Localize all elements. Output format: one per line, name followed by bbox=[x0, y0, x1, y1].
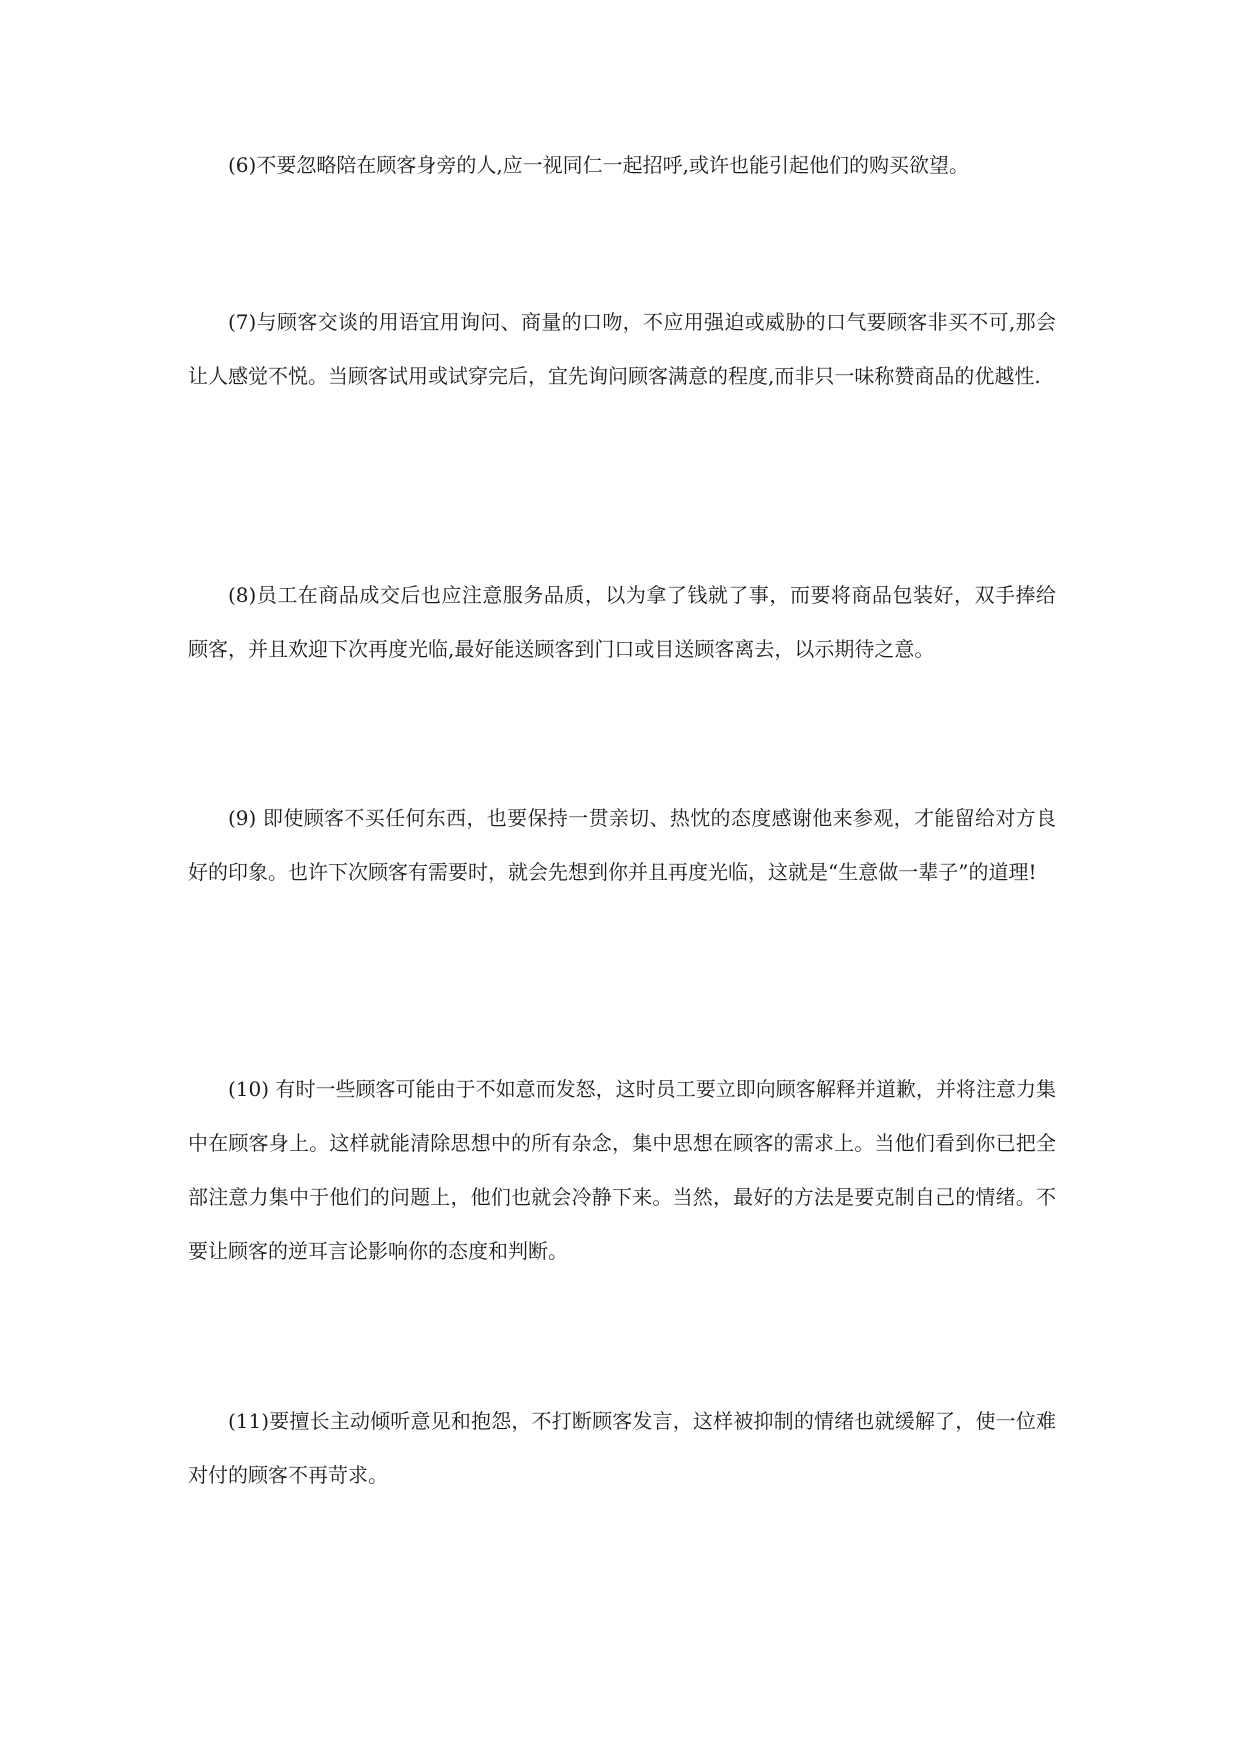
paragraph-7: (7)与顾客交谈的用语宜用询问、商量的口吻，不应用强迫或威胁的口气要顾客非买不可,那会让人感觉不悦。当顾客试用或试穿完后，宜先询问顾客满意的程度,而非只一味称赞商品的优越性. bbox=[188, 310, 1056, 388]
paragraph-10: (10) 有时一些顾客可能由于不如意而发怒，这时员工要立即向顾客解释并道歉，并将注意力集中在顾客身上。这样就能清除思想中的所有杂念，集中思想在顾客的需求上。当他们看到你已把全部注意力集中于他们的问题上，他们也就会冷静下来。当然，最好的方法是要克制自己的情绪。不要让顾客的逆耳言论影响你的态度和判断。 bbox=[188, 1077, 1056, 1263]
paragraph-9: (9) 即使顾客不买任何东西，也要保持一贯亲切、热忱的态度感谢他来参观，才能留给对方良好的印象。也许下次顾客有需要时，就会先想到你并且再度光临，这就是“生意做一辈子”的道理! bbox=[188, 806, 1056, 884]
paragraph-8: (8)员工在商品成交后也应注意服务品质，以为拿了钱就了事，而要将商品包装好，双手捧给顾客，并且欢迎下次再度光临,最好能送顾客到门口或目送顾客离去，以示期待之意。 bbox=[188, 583, 1056, 661]
paragraph-11: (11)要擅长主动倾听意见和抱怨，不打断顾客发言，这样被抑制的情绪也就缓解了，使一位难对付的顾客不再苛求。 bbox=[188, 1409, 1056, 1487]
paragraph-6: (6)不要忽略陪在顾客身旁的人,应一视同仁一起招呼,或许也能引起他们的购买欲望。 bbox=[228, 153, 970, 177]
